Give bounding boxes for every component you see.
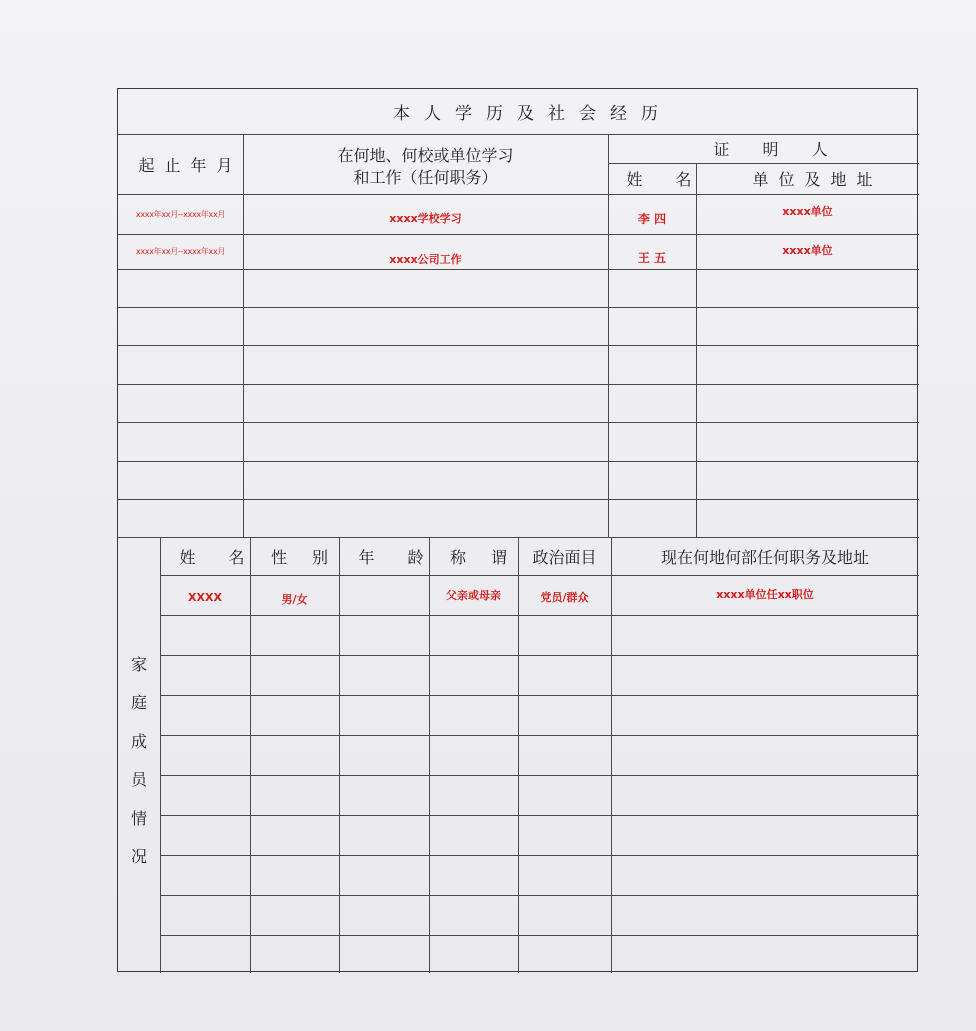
witness-name-header: 姓 名 [626,170,706,189]
rule [118,307,919,308]
family-row-job: xxxx单位任xx职位 [716,588,814,601]
family-row-name: XXXX [188,590,222,604]
witness-unit-header: 单位及地址 [752,170,883,189]
edu-row-witness: 王 五 [637,250,667,265]
edu-row-unit: xxxx单位 [782,205,833,218]
rule [160,815,919,816]
family-label-char: 情 [130,808,147,828]
edu-row-place: xxxx公司工作 [389,253,462,266]
rule [118,422,919,423]
family-row-relation: 父亲或母亲 [446,589,501,602]
family-label-char: 员 [130,770,147,790]
family-row-political: 党员/群众 [540,591,589,604]
family-gender-header: 性 别 [270,547,339,567]
family-age-header: 年 龄 [358,547,438,567]
rule [160,855,919,856]
witness-header: 证 明 人 [713,140,842,159]
family-row-gender: 男/女 [281,593,308,606]
place-header-line2: 和工作（任何职务） [353,167,498,187]
family-job-header: 现在何地何部任何职务及地址 [660,547,869,567]
family-label-char: 家 [130,655,147,674]
edu-row-period: xxxx年xx月--xxxx年xx月 [135,247,226,256]
rule [160,775,919,776]
section-title: 本人学历及社会经历 [393,104,672,124]
edu-row-period: xxxx年xx月--xxxx年xx月 [135,209,226,219]
rule [160,935,919,936]
rule [608,134,609,537]
family-row-age [339,579,429,615]
edu-row-unit: xxxx单位 [782,244,833,257]
period-header: 起止年月 [138,155,243,175]
family-label-char: 成 [130,731,147,751]
family-relation-header: 称 谓 [449,547,518,567]
family-political-header: 政治面目 [532,547,597,567]
rule [160,655,919,656]
rule [118,461,919,462]
rule [243,134,244,537]
family-name-header: 姓 名 [179,547,259,567]
family-side-label [118,652,160,867]
edu-row-witness: 李 四 [637,211,667,226]
resume-form [117,88,918,972]
edu-row-place: xxxx学校学习 [389,212,462,225]
rule [118,384,919,385]
rule [118,345,919,346]
rule [160,895,919,896]
rule [160,735,919,736]
rule [160,695,919,696]
family-label-char: 况 [130,846,147,866]
rule [118,499,919,500]
family-label-char: 庭 [130,693,147,713]
place-header-line1: 在何地、何校或单位学习 [337,145,514,165]
